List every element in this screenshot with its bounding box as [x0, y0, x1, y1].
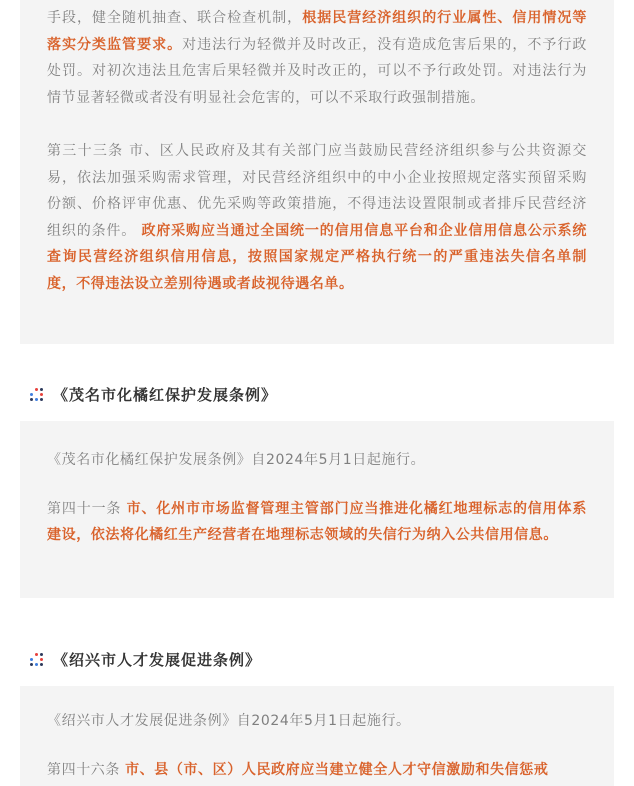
heading-title: 《绍兴市人才发展促进条例》 [53, 650, 262, 669]
regulation-heading [30, 647, 261, 671]
article-number: 第四十六条 [47, 761, 126, 778]
paragraph-article-46 [47, 757, 587, 784]
highlighted-text: 市、县（市、区）人民政府应当建立健全人才守信激励和失信惩戒 [125, 761, 549, 778]
article-excerpt-box [20, 421, 614, 598]
article-excerpt-box [20, 686, 614, 786]
paragraph-text: 对违法行为轻微并及时改正，没有造成危害后果的，不予行政处罚。对初次违法且危害后果轻微并及时改正的，可以不予行政处罚。对违法行为情节显著轻微或者没有明显社会危害的，可以不采取行政强制措施。 [47, 36, 587, 106]
article-excerpt-box [20, 0, 614, 344]
paragraph-text: 手段，健全随机抽查、联合检查机制， [47, 10, 303, 26]
paragraph-supervision [47, 5, 587, 111]
heading-title: 《茂名市化橘红保护发展条例》 [53, 385, 278, 404]
paragraph-article-33 [47, 138, 587, 297]
paragraph-effective-date: 《绍兴市人才发展促进条例》自2024年5月1日起施行。 [47, 713, 411, 729]
highlighted-text: 根据民营经济组织的行业属性、信用情况等落实分类监管要求。 [47, 10, 588, 53]
dot-grid-icon [30, 653, 43, 666]
paragraph-article-41 [47, 496, 587, 549]
paragraph-text: 第三十三条 市、区人民政府及其有关部门应当鼓励民营经济组织参与公共资源交易，依法加强采购需求管理，对民营经济组织中的中小企业按照规定落实预留采购份额、价格评审优惠、优先采购等政策措施，不得违法设置限制或者排斥民营经济组织的条件。 [47, 143, 587, 239]
dot-grid-icon [30, 388, 43, 401]
article-number: 第四十一条 [47, 500, 127, 517]
paragraph-effective-date: 《茂名市化橘红保护发展条例》自2024年5月1日起施行。 [47, 452, 426, 468]
highlighted-text: 政府采购应当通过全国统一的信用信息平台和企业信用信息公示系统查询民营经济组织信用信息，按照国家规定严格执行统一的严重违法失信名单制度，不得违法设立差别待遇或者歧视待遇名单。 [47, 222, 587, 292]
regulation-heading [30, 382, 277, 406]
highlighted-text: 市、化州市市场监督管理主管部门应当推进化橘红地理标志的信用体系建设，依法将化橘红生产经营者在地理标志领域的失信行为纳入公共信用信息。 [47, 500, 587, 543]
